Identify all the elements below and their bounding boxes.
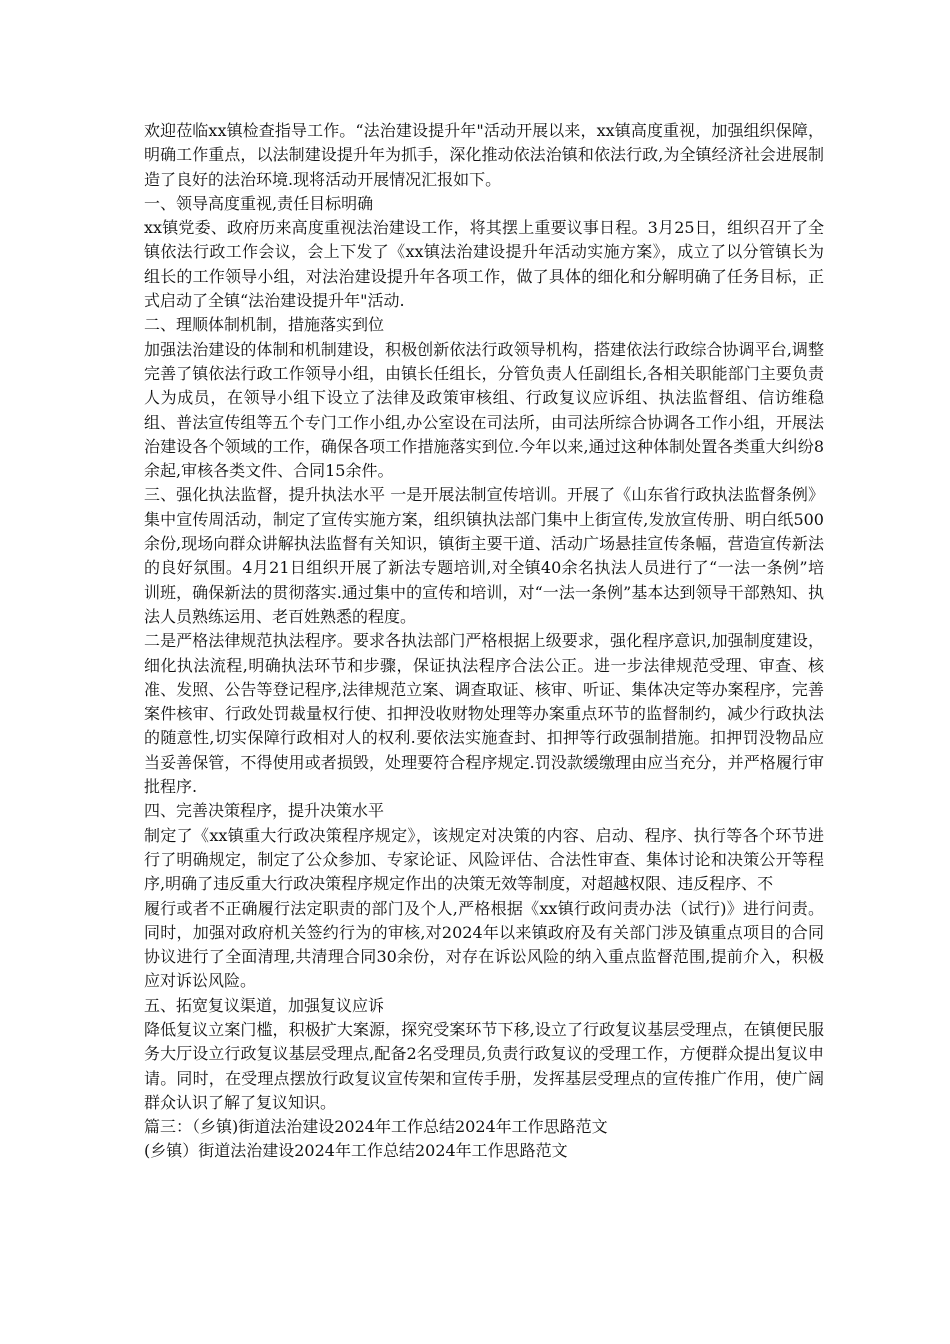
section-paragraph-3b: 二是严格法律规范执法程序。要求各执法部门严格根据上级要求，强化程序意识,加强制度建设，细化执法流程,明确执法环节和步骤，保证执法程序合法公正。进一步法律规范受理、审查、核准、发照、公告等登记程序,法律规范立案、调查取证、核审、听证、集体决定等办案程序，完善案件核审、行政处罚裁量权行使、扣押没收财物处理等办案重点环节的监督制约，减少行政执法的随意性,切实保障行政相对人的权利.要依法实施查封、扣押等行政强制措施。扣押罚没物品应当妥善保管，不得使用或者损毁，处理要符合程序规定.罚没款缓缴理由应当充分，并严格履行审批程序. <box>144 631 824 797</box>
article-subtitle: (乡镇）街道法治建设2024年工作总结2024年工作思路范文 <box>144 1141 568 1161</box>
section-heading-4: 四、完善决策程序，提升决策水平 <box>144 801 385 821</box>
intro-paragraph: 欢迎莅临xx镇检查指导工作。“法治建设提升年"活动开展以来，xx镇高度重视，加强组织保障，明确工作重点，以法制建设提升年为抓手，深化推动依法治镇和依法行政,为全镇经济社会进展制造了良好的法治环境.现将活动开展情况汇报如下。 <box>144 121 824 189</box>
document-body <box>144 119 824 1164</box>
section-paragraph-1: xx镇党委、政府历来高度重视法治建设工作，将其摆上重要议事日程。3月25日，组织召开了全镇依法行政工作会议，会上下发了《xx镇法治建设提升年活动实施方案》，成立了以分管镇长为组长的工作领导小组，对法治建设提升年各项工作，做了具体的细化和分解明确了任务目标，正式启动了全镇“法治建设提升年"活动. <box>144 218 824 311</box>
section-paragraph-2: 加强法治建设的体制和机制建设，积极创新依法行政领导机构，搭建依法行政综合协调平台,调整完善了镇依法行政工作领导小组，由镇长任组长，分管负责人任副组长,各相关职能部门主要负责人为成员，在领导小组下设立了法律及政策审核组、行政复议应诉组、执法监督组、信访维稳组、普法宣传组等五个专门工作小组,办公室设在司法所，由司法所综合协调各工作小组，开展法治建设各个领域的工作，确保各项工作措施落实到位.今年以来,通过这种体制处置各类重大纠纷8余起,审核各类文件、合同15余件。 <box>144 339 824 481</box>
section-paragraph-3: 三、强化执法监督，提升执法水平 一是开展法制宣传培训。开展了《山东省行政执法监督条例》集中宣传周活动，制定了宣传实施方案，组织镇执法部门集中上街宣传,发放宣传册、明白纸500余份,现场向群众讲解执法监督有关知识，镇街主要干道、活动广场悬挂宣传条幅，营造宣传新法的良好氛围。4月21日组织开展了新法专题培训,对全镇40余名执法人员进行了“一法一条例”培训班，确保新法的贯彻落实.通过集中的宣传和培训，对“一法一条例”基本达到领导干部熟知、执法人员熟练运用、老百姓熟悉的程度。 <box>144 485 824 626</box>
section-heading-5: 五、拓宽复议渠道，加强复议应诉 <box>144 995 385 1015</box>
section-heading-1: 一、领导高度重视,责任目标明确 <box>144 193 374 213</box>
section-paragraph-4b: 履行或者不正确履行法定职责的部门及个人,严格根据《xx镇行政问责办法（试行)》进行问责。同时，加强对政府机关签约行为的审核,对2024年以来镇政府及有关部门涉及镇重点项目的合同协议进行了全面清理,共清理合同30余份，对存在诉讼风险的纳入重点监督范围,提前介入，积极应对诉讼风险。 <box>144 898 824 991</box>
section-paragraph-4: 制定了《xx镇重大行政决策程序规定》，该规定对决策的内容、启动、程序、执行等各个环节进行了明确规定，制定了公众参加、专家论证、风险评估、合法性审查、集体讨论和决策公开等程序,明确了违反重大行政决策程序规定作出的决策无效等制度，对超越权限、违反程序、不 <box>144 825 824 894</box>
article-title: 篇三：（乡镇)街道法治建设2024年工作总结2024年工作思路范文 <box>144 1117 608 1137</box>
section-heading-2: 二、理顺体制机制，措施落实到位 <box>144 315 385 335</box>
section-paragraph-5: 降低复议立案门槛，积极扩大案源，探究受案环节下移,设立了行政复议基层受理点，在镇便民服务大厅设立行政复议基层受理点,配备2名受理员,负责行政复议的受理工作，方便群众提出复议申请。同时，在受理点摆放行政复议宣传架和宣传手册，发挥基层受理点的宣传推广作用，使广阔群众认识了解了复议知识。 <box>144 1019 824 1112</box>
